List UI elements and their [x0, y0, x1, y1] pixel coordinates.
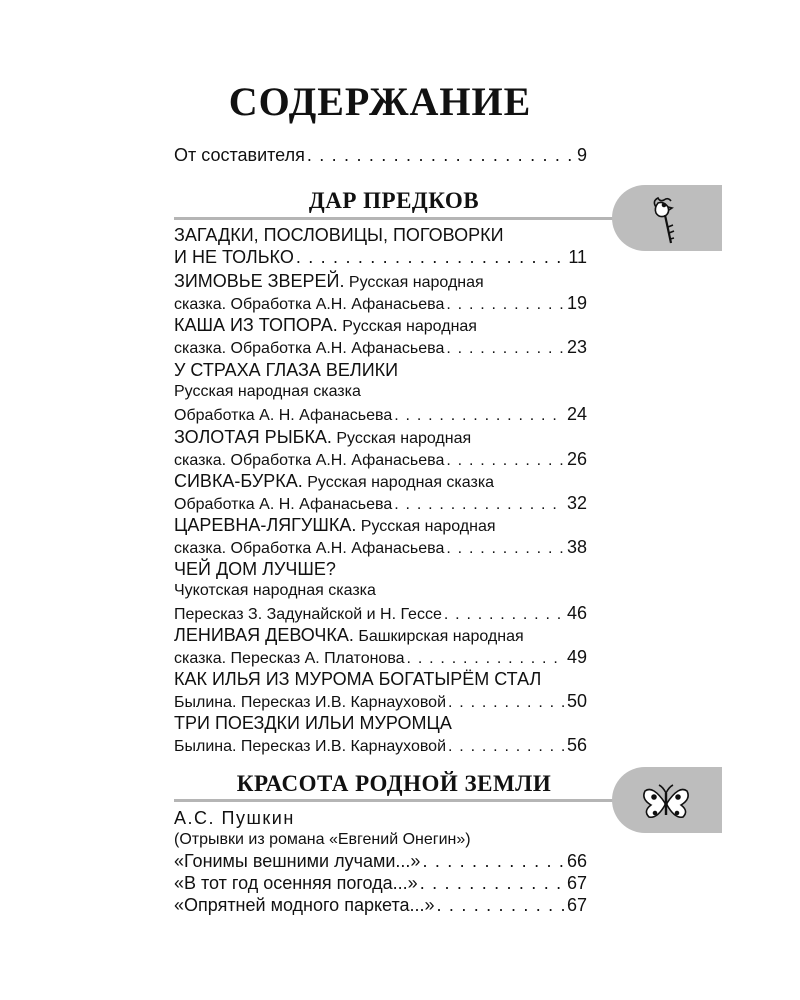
page-title: СОДЕРЖАНИЕ — [228, 79, 532, 124]
toc-page-number: 11 — [568, 247, 587, 267]
leader-dots — [422, 850, 565, 872]
section-note: (Отрывки из романа «Евгений Онегин») — [174, 831, 471, 848]
toc-page-number: 23 — [566, 337, 587, 357]
toc-entry-4-line1: У СТРАХА ГЛАЗА ВЕЛИКИ — [174, 360, 399, 380]
story-title: КАША ИЗ ТОПОРА. — [174, 315, 338, 335]
section-tab-1 — [612, 185, 722, 251]
toc-entry-12[interactable] — [174, 850, 587, 872]
leader-dots — [446, 450, 565, 472]
toc-entry-11-line1: ТРИ ПОЕЗДКИ ИЛЬИ МУРОМЦА — [174, 713, 452, 733]
butterfly-icon — [638, 775, 694, 831]
story-title: ЗИМОВЬЕ ЗВЕРЕЙ. — [174, 271, 345, 291]
toc-entry-label: Обработка А. Н. Афанасьева — [174, 496, 393, 513]
leader-dots — [446, 538, 565, 560]
toc-entry-label: Былина. Пересказ И.В. Карнауховой — [174, 738, 446, 755]
section-title-2: КРАСОТА РОДНОЙ ЗЕМЛИ — [236, 771, 552, 796]
toc-entry-1[interactable] — [174, 246, 587, 268]
leader-dots — [444, 604, 565, 626]
toc-entry-7[interactable] — [174, 536, 587, 560]
toc-entry-label: От составителя — [174, 145, 305, 165]
leader-dots — [420, 872, 565, 894]
toc-entry-label: «Опрятней модного паркета...» — [174, 895, 435, 915]
toc-entry-3-line1 — [174, 314, 587, 338]
toc-entry-label: сказка. Пересказ А. Платонова — [174, 650, 405, 667]
toc-page-number: 46 — [566, 603, 587, 623]
toc-page-number: 66 — [566, 851, 587, 871]
toc-entry-label: И НЕ ТОЛЬКО — [174, 247, 294, 267]
leader-dots — [307, 144, 575, 166]
section-title-1: ДАР ПРЕДКОВ — [308, 188, 480, 213]
leader-dots — [448, 736, 565, 758]
story-subtitle: Русская народная — [331, 430, 472, 447]
toc-entry-6-line1 — [174, 470, 587, 494]
section-tab-2 — [612, 767, 722, 833]
section-divider — [174, 799, 614, 802]
story-title: ЦАРЕВНА-ЛЯГУШКА. — [174, 515, 357, 535]
story-subtitle: Русская народная — [337, 318, 477, 335]
toc-entry-intro[interactable] — [174, 144, 587, 166]
leader-dots — [394, 494, 565, 516]
toc-page-number: 67 — [566, 895, 587, 915]
toc-entry-2-line1 — [174, 270, 587, 294]
story-title: СИВКА-БУРКА. — [174, 471, 303, 491]
toc-entry-2[interactable] — [174, 292, 587, 316]
toc-entry-8[interactable] — [174, 602, 587, 626]
toc-entry-label: сказка. Обработка А.Н. Афанасьева — [174, 452, 445, 469]
toc-page-number: 19 — [566, 293, 587, 313]
toc-entry-label: Былина. Пересказ И.В. Карнауховой — [174, 694, 446, 711]
toc-entry-14[interactable] — [174, 894, 587, 916]
leader-dots — [448, 692, 565, 714]
toc-page-number: 49 — [566, 647, 587, 667]
toc-page-number: 50 — [566, 691, 587, 711]
author-name: А.С. Пушкин — [174, 808, 295, 828]
rooster-toy-icon — [638, 193, 694, 249]
leader-dots — [394, 405, 565, 427]
toc-entry-5[interactable] — [174, 448, 587, 472]
toc-entry-3[interactable] — [174, 336, 587, 360]
toc-entry-label: сказка. Обработка А.Н. Афанасьева — [174, 340, 445, 357]
section-divider — [174, 217, 614, 220]
toc-entry-7-line1 — [174, 514, 587, 538]
leader-dots — [437, 894, 565, 916]
toc-entry-label: Пересказ З. Задунайской и Н. Гессе — [174, 606, 442, 623]
story-subtitle: Башкирская народная — [353, 628, 524, 645]
toc-entry-label: сказка. Обработка А.Н. Афанасьева — [174, 540, 445, 557]
toc-entry-4[interactable] — [174, 403, 587, 427]
toc-entry-9[interactable] — [174, 646, 587, 670]
toc-entry-label: Обработка А. Н. Афанасьева — [174, 407, 393, 424]
toc-page-number: 24 — [566, 404, 587, 424]
story-title: ЛЕНИВАЯ ДЕВОЧКА. — [174, 625, 354, 645]
toc-page-number: 56 — [566, 735, 587, 755]
toc-page-number: 38 — [566, 537, 587, 557]
toc-entry-10-line1: КАК ИЛЬЯ ИЗ МУРОМА БОГАТЫРЁМ СТАЛ — [174, 669, 542, 689]
story-subtitle: Русская народная сказка — [302, 474, 495, 491]
toc-entry-5-line1 — [174, 426, 587, 450]
toc-entry-13[interactable] — [174, 872, 587, 894]
toc-entry-1-line1: ЗАГАДКИ, ПОСЛОВИЦЫ, ПОГОВОРКИ — [174, 225, 504, 245]
leader-dots — [446, 294, 565, 316]
story-title: ЗОЛОТАЯ РЫБКА. — [174, 427, 332, 447]
leader-dots — [407, 648, 565, 670]
toc-page-number: 32 — [566, 493, 587, 513]
toc-entry-4-line2: Русская народная сказка — [174, 383, 361, 400]
toc-entry-8-line2: Чукотская народная сказка — [174, 582, 376, 599]
toc-entry-6[interactable] — [174, 492, 587, 516]
toc-entry-11[interactable] — [174, 734, 587, 758]
toc-page-number: 9 — [576, 145, 587, 165]
story-subtitle: Русская народная — [356, 518, 496, 535]
toc-entry-9-line1 — [174, 624, 587, 648]
toc-entry-label: «В тот год осенняя погода...» — [174, 873, 418, 893]
toc-entry-10[interactable] — [174, 690, 587, 714]
toc-page-number: 67 — [566, 873, 587, 893]
toc-entry-8-line1: ЧЕЙ ДОМ ЛУЧШЕ? — [174, 559, 336, 579]
toc-page-number: 26 — [566, 449, 587, 469]
leader-dots — [446, 338, 565, 360]
toc-entry-label: «Гонимы вешними лучами...» — [174, 851, 421, 871]
toc-entry-label: сказка. Обработка А.Н. Афанасьева — [174, 296, 445, 313]
story-subtitle: Русская народная — [344, 274, 484, 291]
leader-dots — [296, 246, 566, 268]
